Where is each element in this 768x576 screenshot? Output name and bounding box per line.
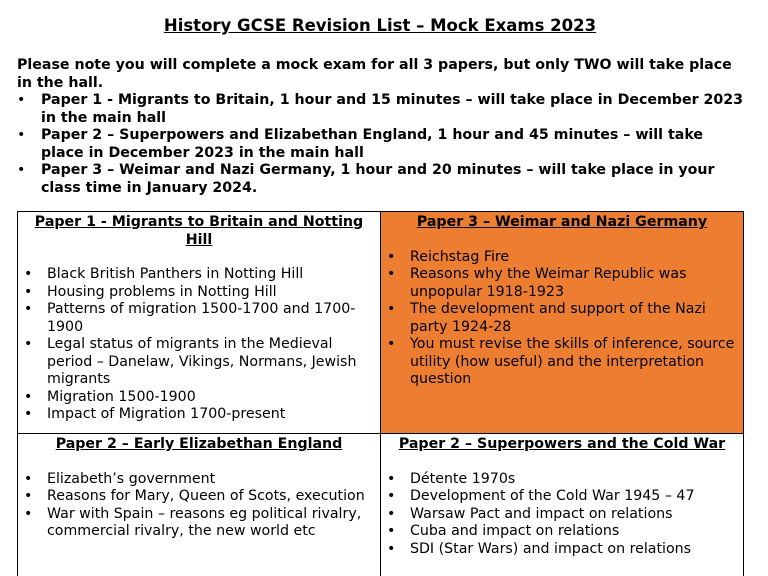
list-item: • War with Spain – reasons eg political rivalry, commercial rivalry, the new world etc [24,506,374,541]
list-item: • You must revise the skills of inference, source utility (how useful) and the interpretation question [387,336,737,389]
paper3-cell [381,212,744,434]
exam-schedule-list [17,92,745,197]
intro-note: Please note you will complete a mock exam for all 3 papers, but only TWO will take place in the hall. [17,57,732,91]
list-item: • Patterns of migration 1500-1700 and 1700-1900 [24,301,374,336]
list-item: • The development and support of the Nazi party 1924-28 [387,301,737,336]
paper2-coldwar-cell [381,434,744,576]
list-item: • Reasons why the Weimar Republic was unpopular 1918-1923 [387,266,737,301]
paper3-heading: Paper 3 – Weimar and Nazi Germany [416,214,708,230]
list-item: • Development of the Cold War 1945 – 47 [387,488,737,506]
paper2-coldwar-heading: Paper 2 – Superpowers and the Cold War [398,436,726,452]
list-item: • Reichstag Fire [387,249,737,267]
paper1-cell [18,212,381,434]
schedule-item-paper3: • Paper 3 – Weimar and Nazi Germany, 1 hour and 20 minutes – will take place in your class time in January 2024. [17,162,745,197]
revision-topics-table [17,211,744,576]
schedule-item-paper1: • Paper 1 - Migrants to Britain, 1 hour and 15 minutes – will take place in December 2023 in the main hall [17,92,745,127]
paper1-topic-list [24,266,374,424]
intro-section [17,57,745,197]
list-item: • Housing problems in Notting Hill [24,284,374,302]
paper2-coldwar-topic-list [387,471,737,559]
paper2-elizabeth-cell [18,434,381,576]
paper3-topic-list [387,249,737,389]
table-row [18,434,744,576]
list-item: • Cuba and impact on relations [387,523,737,541]
list-item: • Legal status of migrants in the Medieval period – Danelaw, Vikings, Normans, Jewish migrants [24,336,374,389]
list-item: • Elizabeth’s government [24,471,374,489]
table-row [18,212,744,434]
list-item: • SDI (Star Wars) and impact on relations [387,541,737,559]
list-item: • Détente 1970s [387,471,737,489]
list-item: • Black British Panthers in Notting Hill [24,266,374,284]
page-title: History GCSE Revision List – Mock Exams 2023 [163,16,597,35]
schedule-item-paper2: • Paper 2 – Superpowers and Elizabethan England, 1 hour and 45 minutes – will take place in December 2023 in the main hall [17,127,745,162]
paper2-elizabeth-heading: Paper 2 – Early Elizabethan England [55,436,343,452]
list-item: • Impact of Migration 1700-present [24,406,374,424]
list-item: • Reasons for Mary, Queen of Scots, execution [24,488,374,506]
paper2-elizabeth-topic-list [24,471,374,541]
paper1-heading: Paper 1 - Migrants to Britain and Notting Hill [34,214,364,248]
list-item: • Migration 1500-1900 [24,389,374,407]
list-item: • Warsaw Pact and impact on relations [387,506,737,524]
